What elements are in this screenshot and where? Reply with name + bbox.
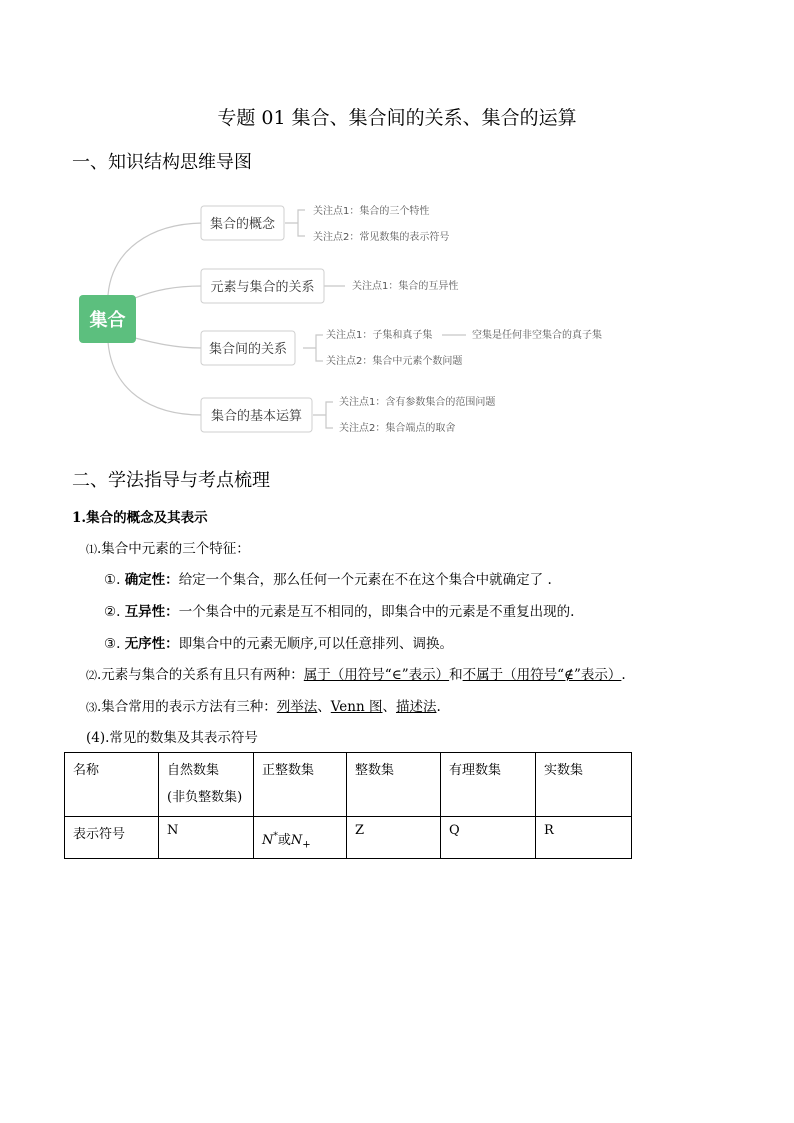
header-natural-label: 自然数集 (167, 763, 220, 778)
branch-label-4: 集合的基本运算 (210, 409, 303, 424)
point-3-2: 关注点2：集合中元素个数问题 (326, 356, 463, 367)
paragraph-3-end: . (436, 699, 441, 715)
symbol-natural: N (159, 817, 254, 859)
paragraph-4: (4).常见的数集及其表示符号 (86, 730, 258, 746)
paragraph-2-conjunction: 和 (449, 667, 463, 683)
row-label-cell: 表示符号 (65, 817, 159, 859)
paragraph-3-text: .集合常用的表示方法有三种： (97, 699, 277, 715)
symbol-integer: Z (347, 817, 441, 859)
symbol-positive (254, 817, 347, 859)
branch-label-1: 集合的概念 (209, 217, 276, 232)
point-2-1: 关注点1：集合的互异性 (352, 281, 459, 292)
feature-term: 无序性： (124, 636, 179, 652)
star-superscript: * (273, 831, 278, 842)
branch-label-2: 元素与集合的关系 (210, 280, 315, 295)
feature-item-3 (104, 632, 453, 652)
symbol-rational: Q (441, 817, 536, 859)
plus-subscript: + (302, 839, 311, 851)
feature-item-2 (104, 600, 574, 620)
page-title: 专题 01 集合、集合间的关系、集合的运算 (217, 107, 577, 129)
feature-term: 确定性： (124, 572, 179, 588)
method-enumeration: 列举法 (276, 699, 318, 715)
paragraph-3 (86, 695, 441, 715)
feature-number: ②. (104, 604, 125, 620)
header-cell-natural (159, 753, 254, 817)
point-3-1: 关注点1：子集和真子集 (326, 330, 433, 341)
mind-map (0, 180, 794, 445)
paragraph-2-number: ⑵ (86, 669, 97, 682)
connector-curve-4 (108, 342, 202, 415)
method-description: 描述法 (395, 699, 437, 715)
paragraph-1 (86, 537, 250, 557)
paragraph-1-number: ⑴ (86, 543, 97, 556)
paragraph-2 (86, 663, 626, 683)
header-cell-positive: 正整数集 (254, 753, 347, 817)
point-3-extra: 空集是任何非空集合的真子集 (472, 330, 602, 341)
paragraph-2-end: . (621, 667, 626, 683)
number-sets-table (64, 752, 632, 859)
header-cell-integer: 整数集 (347, 753, 441, 817)
subheading-concept: 1.集合的概念及其表示 (72, 510, 208, 526)
separator: 、 (382, 699, 396, 715)
point-4-1: 关注点1：含有参数集合的范围问题 (339, 397, 496, 408)
feature-number: ①. (104, 572, 125, 588)
symbol-n-star: N (262, 833, 274, 848)
paragraph-2-text: .元素与集合的关系有且只有两种： (97, 667, 304, 683)
separator: 、 (317, 699, 331, 715)
table-symbol-row (65, 817, 632, 859)
section-heading-study: 二、学法指导与考点梳理 (72, 470, 270, 491)
feature-number: ③. (104, 636, 125, 652)
header-cell-name: 名称 (65, 753, 159, 817)
feature-term: 互异性： (124, 604, 179, 620)
symbol-n-plus: N (290, 833, 303, 848)
header-cell-rational: 有理数集 (441, 753, 536, 817)
feature-text: 即集合中的元素无顺序,可以任意排列、调换。 (178, 636, 453, 652)
symbol-or: 或 (277, 833, 291, 848)
connector-curve-1 (108, 223, 202, 295)
belongs-to-term: 属于（用符号“∈”表示） (303, 667, 450, 683)
bracket-1 (285, 210, 305, 236)
branch-label-3: 集合间的关系 (208, 342, 288, 357)
point-1-2: 关注点2：常见数集的表示符号 (313, 232, 450, 243)
header-natural-sub: (非负整数集) (167, 790, 243, 805)
method-venn: Venn 图 (330, 699, 383, 715)
point-4-2: 关注点2：集合端点的取舍 (339, 423, 456, 434)
feature-item-1 (104, 568, 552, 588)
point-1-1: 关注点1：集合的三个特性 (313, 206, 430, 217)
connector-curve-2 (135, 286, 202, 298)
section-heading-mindmap: 一、知识结构思维导图 (72, 152, 252, 173)
paragraph-3-number: ⑶ (86, 701, 97, 714)
feature-text: 一个集合中的元素是互不相同的，即集合中的元素是不重复出现的. (178, 604, 575, 620)
not-belongs-to-term: 不属于（用符号“∉”表示） (462, 667, 622, 683)
header-cell-real: 实数集 (536, 753, 632, 817)
table-header-row (65, 753, 632, 817)
bracket-4 (313, 402, 333, 428)
symbol-real: R (536, 817, 632, 859)
feature-text: 给定一个集合，那么任何一个元素在不在这个集合中就确定了 . (178, 572, 552, 588)
paragraph-1-text: .集合中元素的三个特征： (97, 541, 250, 557)
root-label: 集合 (89, 310, 126, 331)
connector-curve-3 (135, 338, 202, 348)
bracket-3 (303, 335, 323, 361)
